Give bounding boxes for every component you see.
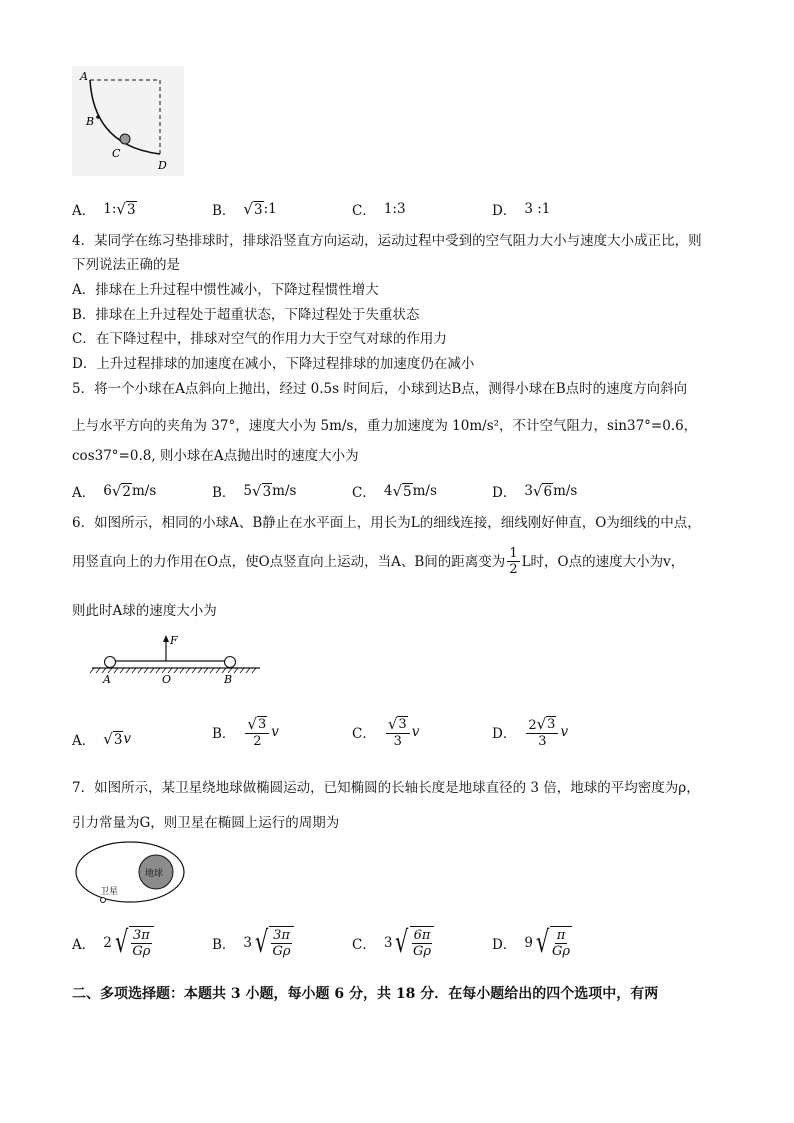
q3-option-d: D． 3 :1	[492, 201, 551, 219]
q3-label-d: D	[158, 159, 167, 172]
q7-stem-line2: 引力常量为G，则卫星在椭圆上运行的周期为	[72, 815, 340, 831]
q6-ball-a	[105, 657, 116, 668]
q6-ball-b	[225, 657, 236, 668]
q4-option-d: D．上升过程排球的加速度在减小，下降过程排球的加速度仍在减小	[72, 356, 475, 372]
q6-stem-line2: 用竖直向上的力作用在O点，使O点竖直向上运动，当A、B间的距离变为 $\frac{1}{2}$ L时，O点的速度大小为v，	[72, 546, 685, 577]
q3-label-c: C	[112, 147, 121, 160]
q7-satellite-label: 卫星	[100, 887, 119, 897]
q4-option-a: A．排球在上升过程中惯性减小，下降过程惯性增大	[72, 282, 379, 298]
q5-option-a: A． 6 √ 2 m/s	[72, 482, 157, 501]
q3-option-b: B． √ 3 :1	[212, 200, 277, 219]
q7-option-a: A． 2 √ $\frac{3\pi}{G\rho}$	[72, 926, 154, 959]
q6-option-d: D． 2 √ 3 3 v	[492, 715, 569, 749]
q6-stem-line3: 则此时A球的速度大小为	[72, 603, 217, 619]
q6-label-o: O	[162, 673, 172, 686]
q3-label-a: A	[80, 70, 88, 83]
q3-label-b: B	[86, 115, 95, 128]
q5-option-c: C． 4 √ 5 m/s	[352, 482, 437, 501]
q6-option-a: A． √ 3 v	[72, 730, 132, 749]
q3-figure	[72, 66, 184, 176]
q6-figure	[86, 630, 266, 686]
q7-figure	[72, 836, 192, 906]
q4-option-b: B．排球在上升过程处于超重状态，下降过程处于失重状态	[72, 307, 420, 323]
q7-option-c: C． 3 √ $\frac{6\pi}{G\rho}$	[352, 926, 434, 959]
q4-option-c: C．在下降过程中，排球对空气的作用力大于空气对球的作用力	[72, 331, 447, 347]
q6-half-fraction: $\frac{1}{2}$	[509, 546, 518, 577]
q4-stem-line1: 4．某同学在练习垫排球时，排球沿竖直方向运动，运动过程中受到的空气阻力大小与速度大小成正比，则	[72, 233, 702, 249]
section2-heading: 二、多项选择题：本题共 3 小题，每小题 6 分，共 18 分．在每小题给出的四个选项中，有两	[72, 986, 659, 1002]
q3-ball	[120, 134, 130, 144]
q6-label-f: F	[170, 634, 178, 647]
q3-point-b	[96, 115, 100, 119]
q7-satellite	[101, 898, 106, 903]
q6-option-b: B． √ 3 2 v	[212, 715, 279, 749]
q5-stem-line1: 5．将一个小球在A点斜向上抛出，经过 0.5s 时间后，小球到达B点，测得小球在B点时的速度方向斜向	[72, 381, 688, 397]
q7-option-d: D． 9 √ $\frac{\pi}{G\rho}$	[492, 924, 571, 960]
q7-option-b: B． 3 √ $\frac{3\pi}{G\rho}$	[212, 926, 294, 959]
q5-stem-line3: cos37°=0.8, 则小球在A点抛出时的速度大小为	[72, 448, 359, 464]
q3-option-c: C． 1:3	[352, 201, 406, 219]
q3-option-a: A． 1: √ 3	[72, 200, 136, 219]
q5-option-d: D． 3 √ 6 m/s	[492, 482, 578, 501]
q6-label-a: A	[103, 673, 111, 686]
q4-stem-line2: 下列说法正确的是	[72, 257, 180, 273]
q6-option-c: C． √ 3 3 v	[352, 715, 420, 749]
q7-earth-label: 地球	[145, 869, 164, 879]
q5-stem-line2: 上与水平方向的夹角为 37°，速度大小为 5m/s，重力加速度为 10m/s²，不计空气阻力，sin37°=0.6，	[72, 418, 698, 434]
q5-option-b: B． 5 √ 3 m/s	[212, 482, 297, 501]
q7-stem-line1: 7．如图所示，某卫星绕地球做椭圆运动，已知椭圆的长轴长度是地球直径的 3 倍，地球的平均密度为ρ，	[72, 780, 700, 796]
q6-label-b: B	[224, 673, 233, 686]
q6-stem-line1: 6．如图所示，相同的小球A、B静止在水平面上，用长为L的细线连接，细线刚好伸直，O为细线的中点，	[72, 515, 701, 531]
